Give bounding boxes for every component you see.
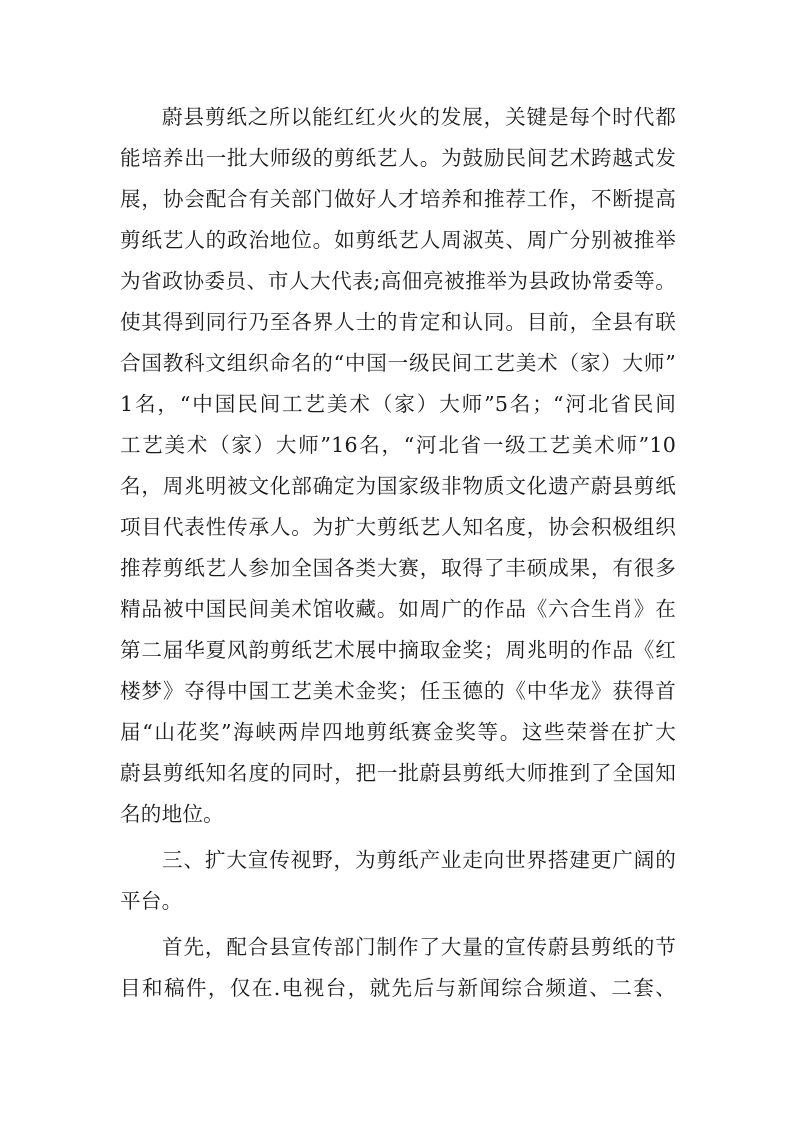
text-line: 楼梦》夺得中国工艺美术金奖；任玉德的《中华龙》获得首 xyxy=(120,679,676,703)
text-line: 能培养出一批大师级的剪纸艺人。为鼓励民间艺术跨越式发 xyxy=(120,146,676,170)
text-line: 蔚县剪纸之所以能红红火火的发展，关键是每个时代都 xyxy=(162,105,676,129)
section-heading-line: 三、扩大宣传视野，为剪纸产业走向世界搭建更广阔的 xyxy=(162,848,676,872)
text-line: 为省政协委员、市人大代表;高佃亮被推举为县政协常委等。 xyxy=(120,269,676,293)
text-line: 项目代表性传承人。为扩大剪纸艺人知名度，协会积极组织 xyxy=(120,515,676,539)
text-line: 展，协会配合有关部门做好人才培养和推荐工作，不断提高 xyxy=(120,187,676,211)
text-line: 使其得到同行乃至各界人士的肯定和认同。目前，全县有联 xyxy=(120,310,676,334)
text-line: 1名，“中国民间工艺美术（家）大师”5名；“河北省民间 xyxy=(120,392,676,416)
text-line: 第二届华夏风韵剪纸艺术展中摘取金奖；周兆明的作品《红 xyxy=(120,638,676,662)
section-heading-line: 平台。 xyxy=(120,889,183,913)
text-line: 工艺美术（家）大师”16名，“河北省一级工艺美术师”10 xyxy=(120,433,676,457)
text-line: 名，周兆明被文化部确定为国家级非物质文化遗产蔚县剪纸 xyxy=(120,474,676,498)
text-line: 蔚县剪纸知名度的同时，把一批蔚县剪纸大师推到了全国知 xyxy=(120,761,676,785)
text-line: 届“山花奖”海峡两岸四地剪纸赛金奖等。这些荣誉在扩大 xyxy=(120,720,676,744)
text-line: 精品被中国民间美术馆收藏。如周广的作品《六合生肖》在 xyxy=(120,597,676,621)
text-line: 合国教科文组织命名的“中国一级民间工艺美术（家）大师” xyxy=(120,351,676,375)
text-line: 首先，配合县宣传部门制作了大量的宣传蔚县剪纸的节 xyxy=(162,935,676,959)
text-line: 目和稿件，仅在.电视台，就先后与新闻综合频道、二套、 xyxy=(120,976,676,1000)
text-line: 名的地位。 xyxy=(120,802,224,826)
text-line: 推荐剪纸艺人参加全国各类大赛，取得了丰硕成果，有很多 xyxy=(120,556,676,580)
text-line: 剪纸艺人的政治地位。如剪纸艺人周淑英、周广分别被推举 xyxy=(120,228,676,252)
